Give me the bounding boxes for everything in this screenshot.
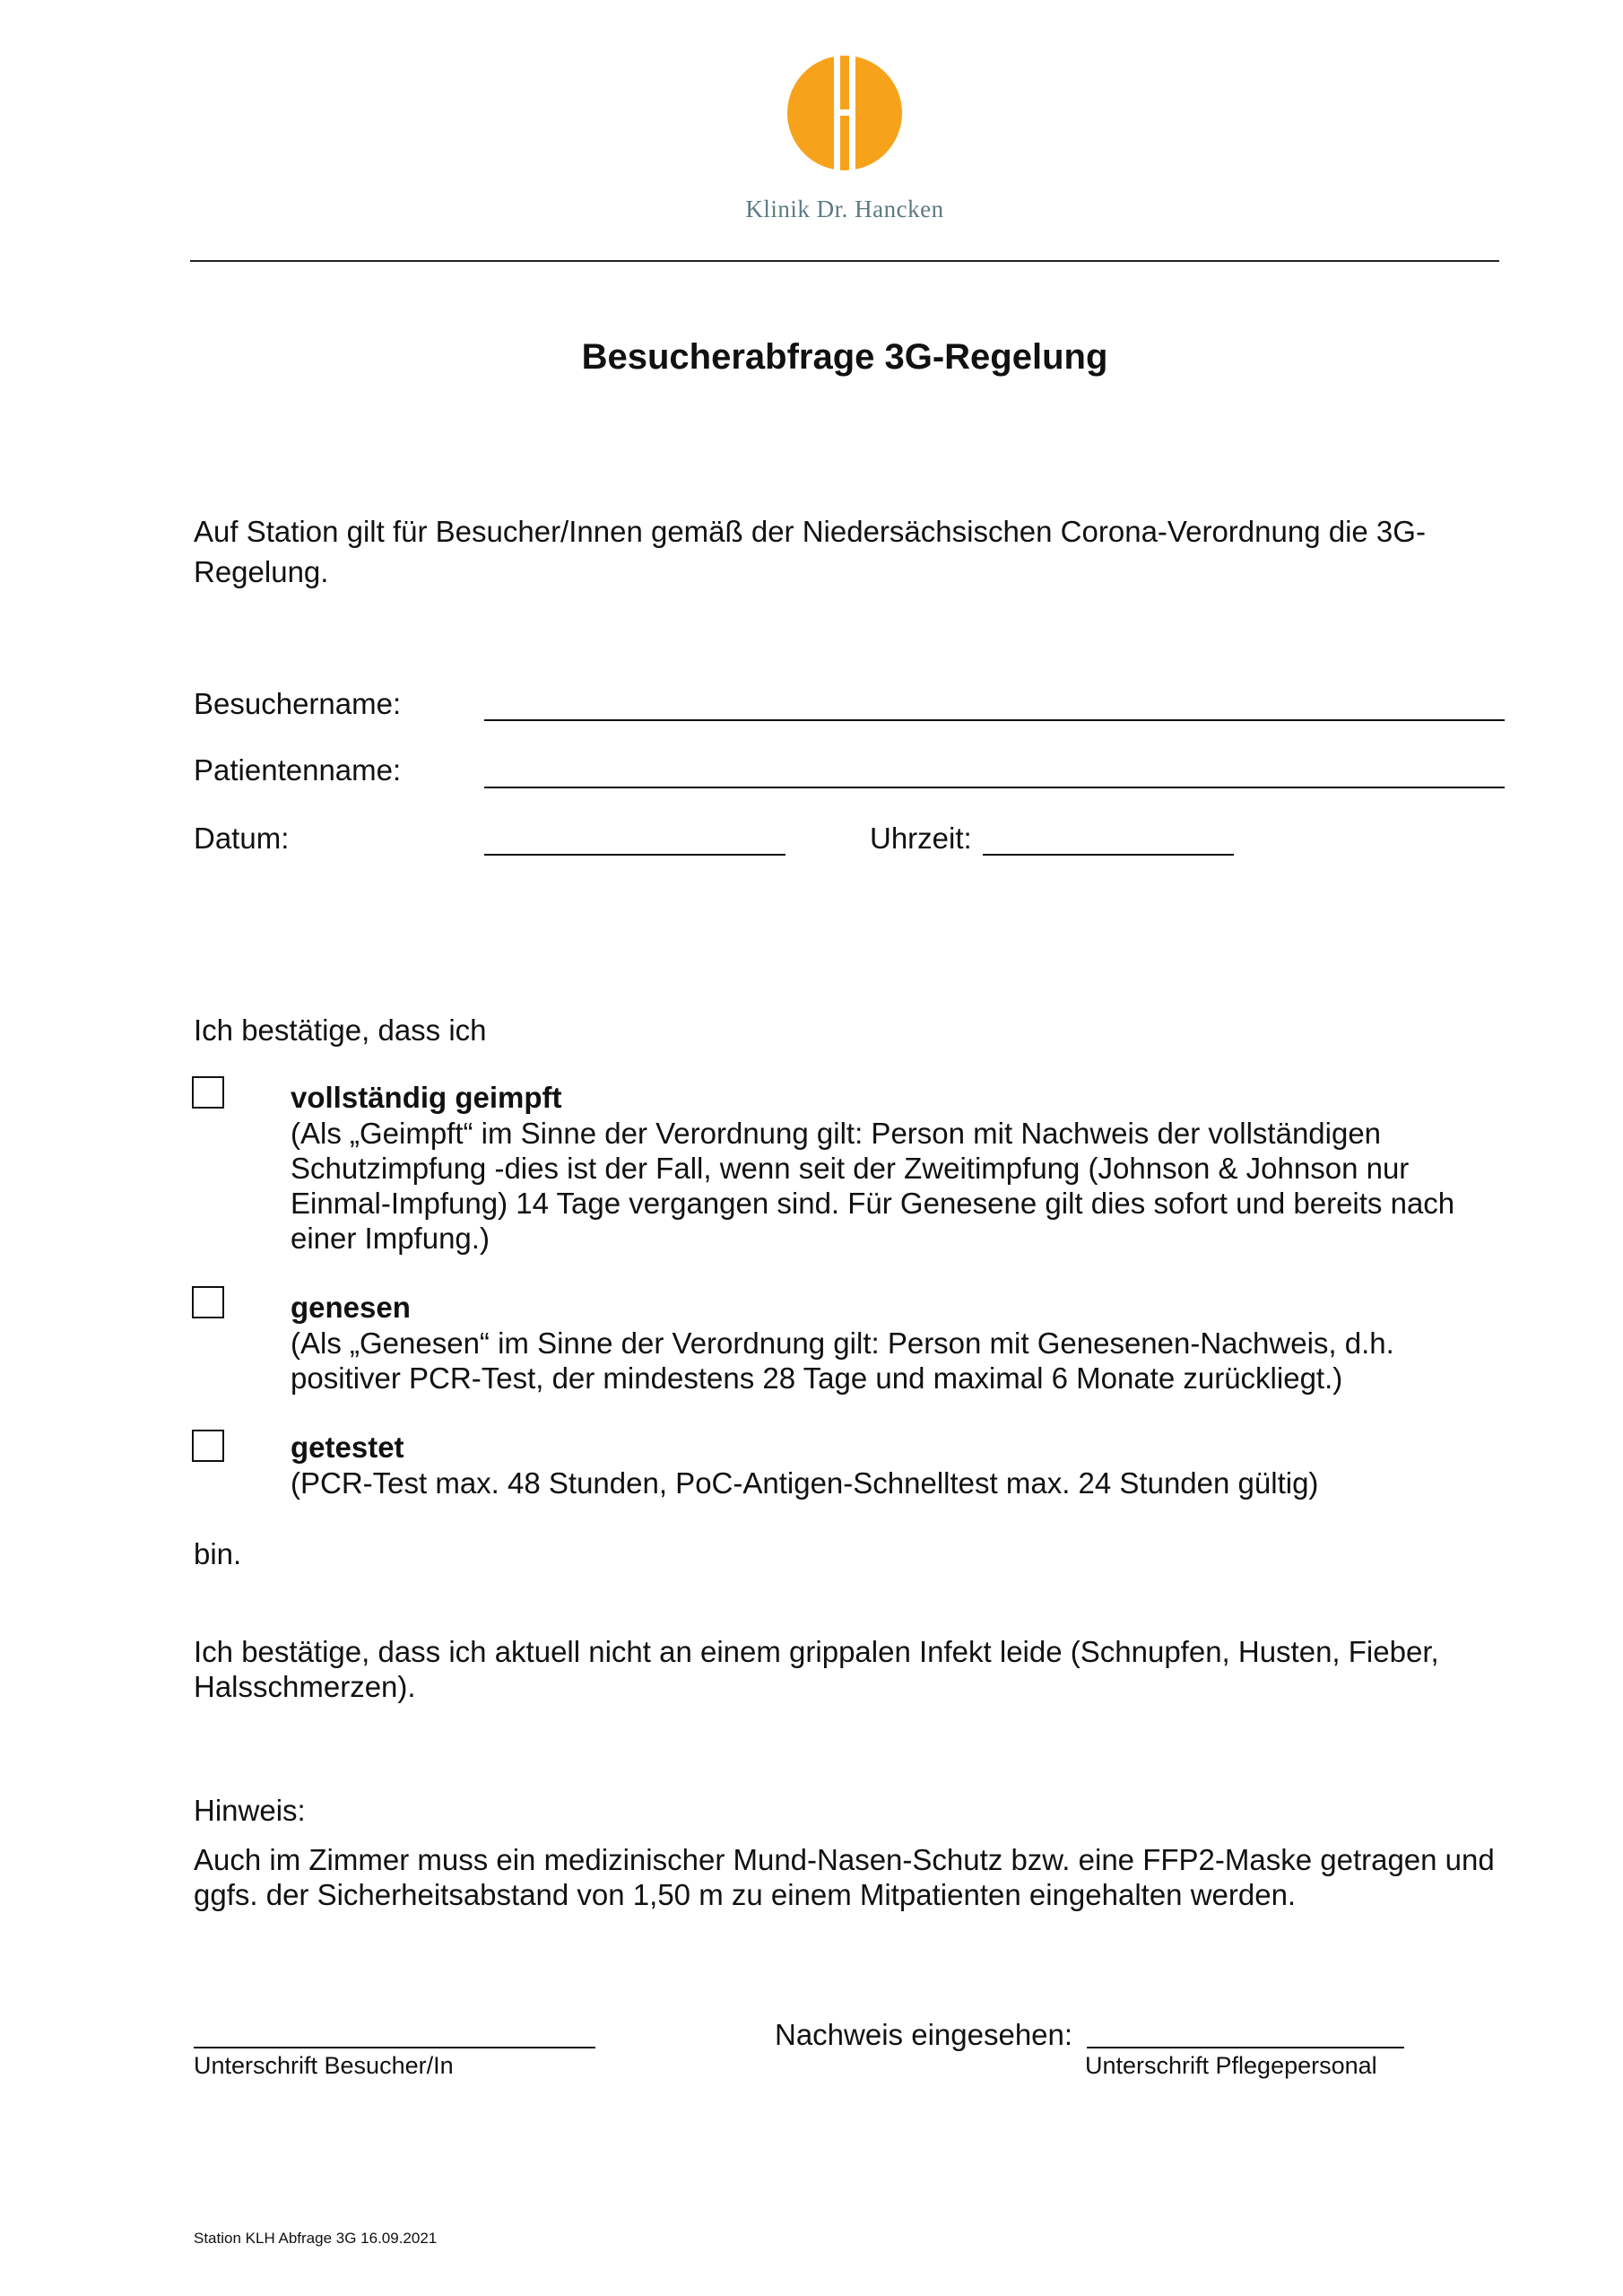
confirmation-lead: Ich bestätige, dass ich <box>194 1013 487 1047</box>
option-geimpft <box>291 1080 1510 1256</box>
checkbox-geimpft[interactable] <box>192 1076 224 1109</box>
document-footer: Station KLH Abfrage 3G 16.09.2021 <box>194 2230 438 2247</box>
visitor-signature-label: Unterschrift Besucher/In <box>194 2052 454 2079</box>
hinweis-label: Hinweis: <box>194 1794 306 1827</box>
staff-signature-field[interactable] <box>1087 2047 1404 2048</box>
uhrzeit-label: Uhrzeit: <box>870 822 972 855</box>
organization-name: Klinik Dr. Hancken <box>745 196 944 222</box>
visitor-signature-field[interactable] <box>194 2047 595 2048</box>
staff-signature-label: Unterschrift Pflegepersonal <box>1085 2052 1377 2079</box>
infekt-statement: Ich bestätige, dass ich aktuell nicht an einem grippalen Infekt leide (Schnupfen, Husten, Fieber, Halsschmerzen). <box>194 1635 1439 1703</box>
patientenname-label: Patientenname: <box>194 753 402 787</box>
uhrzeit-field[interactable] <box>983 854 1234 856</box>
option-genesen-description: (Als „Genesen“ im Sinne der Verordnung gilt: Person mit Genesenen-Nachweis, d.h. positiver PCR-Test, der mindestens 28 Tage und maximal 6 Monate zurückliegt.) <box>291 1326 1394 1395</box>
option-getestet <box>291 1430 1510 1500</box>
checkbox-getestet[interactable] <box>192 1430 224 1462</box>
hinweis-text: Auch im Zimmer muss ein medizinischer Mund-Nasen-Schutz bzw. eine FFP2-Maske getragen und ggfs. der Sicherheitsabstand von 1,50 m zu einem Mitpatienten eingehalten werden. <box>194 1843 1495 1911</box>
option-getestet-description: (PCR-Test max. 48 Stunden, PoC-Antigen-Schnelltest max. 24 Stunden gültig) <box>291 1466 1319 1500</box>
page-title: Besucherabfrage 3G-Regelung <box>581 337 1108 377</box>
option-getestet-title: getestet <box>291 1431 404 1464</box>
option-genesen <box>291 1290 1510 1396</box>
option-genesen-title: genesen <box>291 1291 411 1324</box>
header-divider <box>190 260 1499 262</box>
confirmation-closing: bin. <box>194 1537 242 1570</box>
klinik-h-logo-icon <box>787 56 902 170</box>
besuchername-label: Besuchername: <box>194 687 402 720</box>
intro-text: Auf Station gilt für Besucher/Innen gemäß der Niedersächsischen Corona-Verordnung die 3G-Regelung. <box>194 515 1426 588</box>
checkbox-genesen[interactable] <box>192 1286 224 1318</box>
nachweis-label: Nachweis eingesehen: <box>775 2018 1073 2051</box>
patientenname-field[interactable] <box>484 787 1505 788</box>
besuchername-field[interactable] <box>484 719 1505 721</box>
option-geimpft-description: (Als „Geimpft“ im Sinne der Verordnung gilt: Person mit Nachweis der vollständigen Schutzimpfung -dies ist der Fall, wenn seit der Zweitimpfung (Johnson & Johnson nur Einmal-Impfung) 14 Tage vergangen sind. Für Genesene gilt dies sofort und bereits nach einer Impfung.) <box>291 1117 1455 1255</box>
option-geimpft-title: vollständig geimpft <box>291 1081 562 1114</box>
datum-field[interactable] <box>484 854 785 856</box>
datum-label: Datum: <box>194 822 290 855</box>
